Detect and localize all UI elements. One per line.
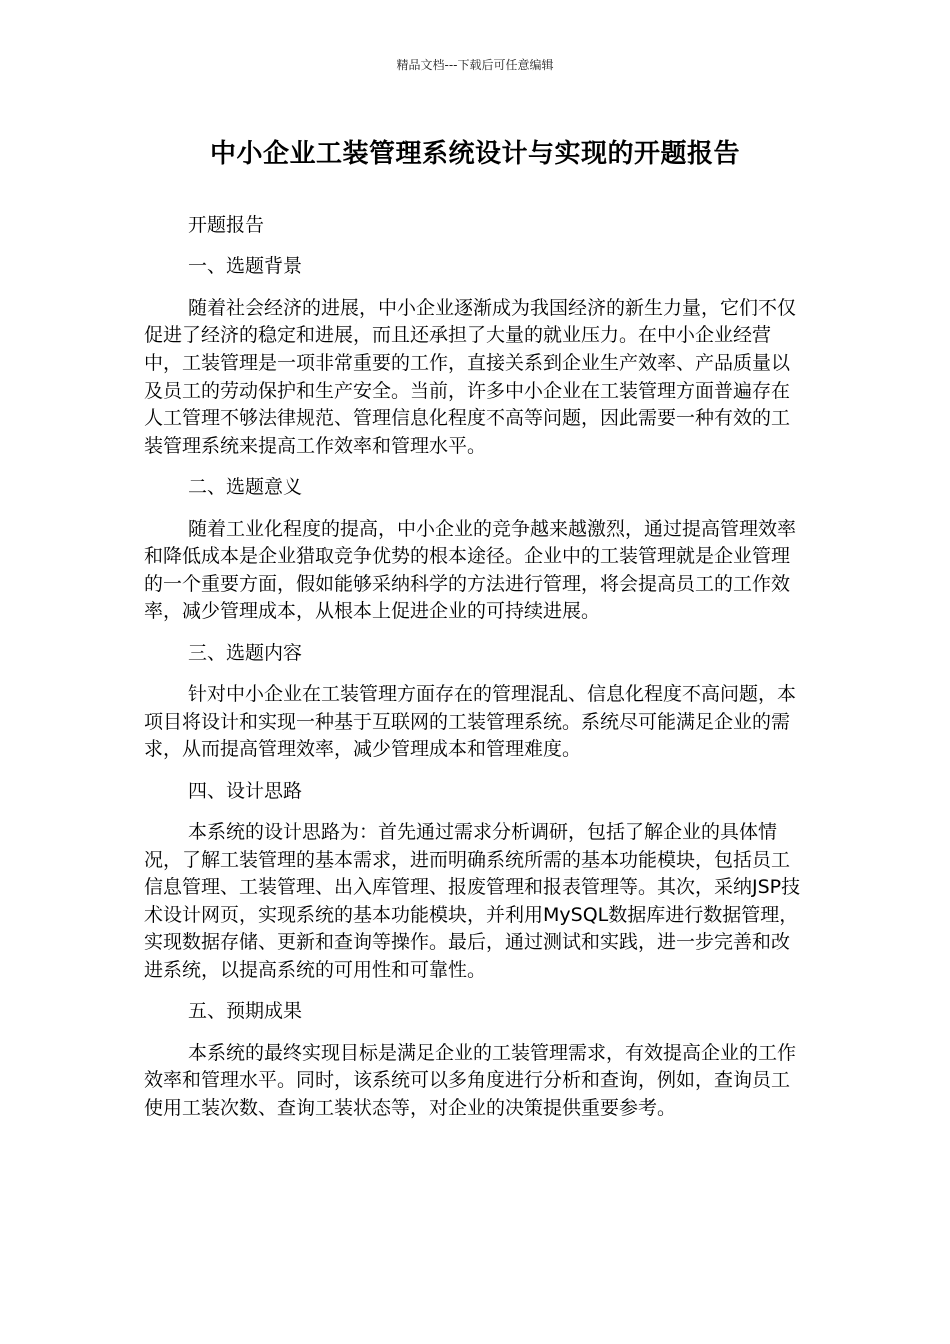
section-body-content: 针对中小企业在工装管理方面存在的管理混乱、信息化程度不高问题，本项目将设计和实现一种基于互联网的工装管理系统。系统尽可能满足企业的需求，从而提高管理效率，减少管理成本和管理难度。 xyxy=(144,683,797,761)
section-heading-design: 四、设计思路 xyxy=(188,779,303,802)
section-body-significance: 随着工业化程度的提高，中小企业的竞争越来越激烈，通过提高管理效率和降低成本是企业猎取竞争优势的根本途径。企业中的工装管理就是企业管理的一个重要方面，假如能够采纳科学的方法进行管理，将会提高员工的工作效率，减少管理成本，从根本上促进企业的可持续进展。 xyxy=(144,517,797,623)
document-body xyxy=(144,212,808,1136)
section-heading-significance: 二、选题意义 xyxy=(188,476,303,499)
section-heading-content: 三、选题内容 xyxy=(188,641,303,664)
section-body-design: 本系统的设计思路为：首先通过需求分析调研，包括了解企业的具体情况，了解工装管理的基本需求，进而明确系统所需的基本功能模块，包括员工信息管理、工装管理、出入库管理、报废管理和报表管理等。其次，采纳JSP技术设计网页，实现系统的基本功能模块，并利用MySQL数据库进行数据管理，实现数据存储、更新和查询等操作。最后，通过测试和实践，进一步完善和改进系统，以提高系统的可用性和可靠性。 xyxy=(144,821,801,982)
section-body-outcomes: 本系统的最终实现目标是满足企业的工装管理需求，有效提高企业的工作效率和管理水平。同时，该系统可以多角度进行分析和查询，例如，查询员工使用工装次数、查询工装状态等，对企业的决策提供重要参考。 xyxy=(144,1041,797,1119)
header-note: 精品文档---下载后可任意编辑 xyxy=(396,58,554,72)
page-title: 中小企业工装管理系统设计与实现的开题报告 xyxy=(209,139,740,169)
section-heading-background: 一、选题背景 xyxy=(188,255,303,278)
section-body-background: 随着社会经济的进展，中小企业逐渐成为我国经济的新生力量，它们不仅促进了经济的稳定和进展，而且还承担了大量的就业压力。在中小企业经营中，工装管理是一项非常重要的工作，直接关系到企业生产效率、产品质量以及员工的劳动保护和生产安全。当前，许多中小企业在工装管理方面普遍存在人工管理不够法律规范、管理信息化程度不高等问题，因此需要一种有效的工装管理系统来提高工作效率和管理水平。 xyxy=(144,296,797,457)
report-label: 开题报告 xyxy=(188,214,265,236)
section-heading-outcomes: 五、预期成果 xyxy=(188,1000,303,1023)
